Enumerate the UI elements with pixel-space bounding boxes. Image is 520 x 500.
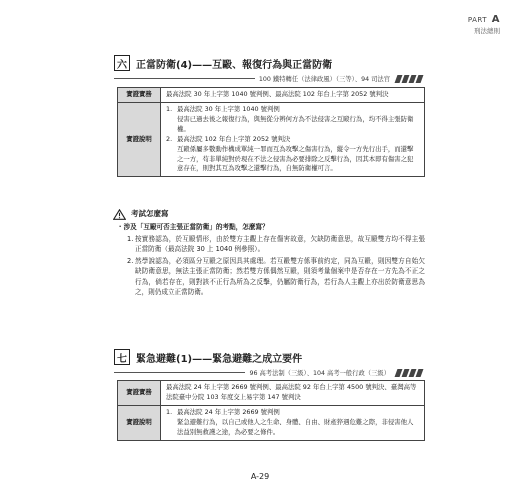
answer-text: 按實務認為，於互毆情形，由於雙方主觀上存在傷害故意，欠缺防衛意思，故互毆雙方均不得主張正當防衛（最高法院 30 上 1040 例參照）。 [135,234,425,254]
part-word: PART [467,16,488,24]
source-rule [114,372,245,373]
note-title: 最高法院 102 年台上字第 2052 號判決 [177,134,291,143]
section-7-number: 七 [114,349,130,365]
note-body: 侵害已過去後之報復行為，與無從分辨何方為不法侵害之互毆行為，均不得主張防衛權。 [177,114,414,133]
cases-text: 最高法院 30 年上字第 1040 號判例、最高法院 102 年台上字第 2052 號判決 [161,88,425,103]
answer-number: 1. [127,234,134,243]
section-6-title: 正當防衛(4)——互毆、報復行為與正當防衛 [136,59,333,71]
part-corner-label [468,14,500,35]
note-title: 最高法院 30 年上字第 1040 號判例 [177,104,280,113]
notes-row [118,102,425,176]
section-6-header [114,55,424,71]
source-rule [114,78,255,79]
exam-question: ‧ 涉及「互毆可否主張正當防衛」的考點，怎麼寫？ [119,223,269,231]
notes-cell [161,102,425,176]
exam-tip-block [113,208,425,299]
page-number: A-29 [250,472,270,481]
section-7-header [114,349,424,365]
part-letter: A [491,14,500,25]
exam-answer [127,234,425,298]
section-7-title: 緊急避難(1)——緊急避難之成立要件 [136,353,303,365]
cases-label: 實證實務 [118,88,161,103]
answer-number: 2. [127,256,134,265]
note-title: 最高法院 24 年上字第 2669 號判例 [177,407,280,416]
note-number: 1. [166,407,173,416]
note-body: 互毆係屬多數動作構成單純一罪而互為攻擊之傷害行為，縱令一方先行出手，而還擊之一方，苟非單純對於現在不法之侵害為必要排除之反擊行為，因其本即有傷害之犯意存在，則對其互為攻擊之還擊行為，自無防衛權可言。 [177,144,414,173]
notes-cell [161,405,425,440]
notes-label: 實證說明 [118,405,161,440]
stripe-decoration [396,75,424,83]
section-7-source-line [114,368,424,377]
section-7-table [117,380,425,441]
part-subtitle: 刑法總則 [474,27,500,35]
note-body: 緊急避難行為，以自己或他人之生命、身體、自由、財產猝遇危難之際，非侵害他人法益別無救護之途，為必要之條件。 [177,417,414,436]
section-6-source-line [114,74,424,83]
cases-text: 最高法院 24 年上字第 2669 號判例、最高法院 92 年台上字第 4500 號判決、臺灣高等法院臺中分院 103 年度交上易字第 147 號判決 [161,381,425,406]
warning-icon [113,209,126,220]
answer-text: 然學說認為，必須區分互毆之原因具其處理。若互毆雙方係事前約定，同為互毆，則因雙方自始欠缺防衛意思，無法主張正當防衛；然若雙方係偶然互毆，則須考量個案中是否存在一方先為不正之行為，倘若存在，則對該不正行為所為之反擊，仍屬防衛行為，若行為人主觀上亦出於防衛意思為之，則仍成立正當防衛。 [135,256,425,297]
notes-row [118,405,425,440]
section-6-number: 六 [114,55,130,71]
section-6-table [117,87,425,177]
note-number: 2. [166,134,173,143]
cases-row [118,381,425,406]
cases-label: 實證實務 [118,381,161,406]
note-number: 1. [166,104,173,113]
section-6-source: 100 鐵特轉任（法律政風）（三等）、94 司法官 [258,76,390,83]
notes-label: 實證說明 [118,102,161,176]
section-7-source: 96 高考法制（三級）、104 高考一般行政（三級） [249,370,390,377]
exam-tip-heading: 考試怎麼寫 [131,209,169,218]
stripe-decoration [396,369,424,377]
cases-row [118,88,425,103]
